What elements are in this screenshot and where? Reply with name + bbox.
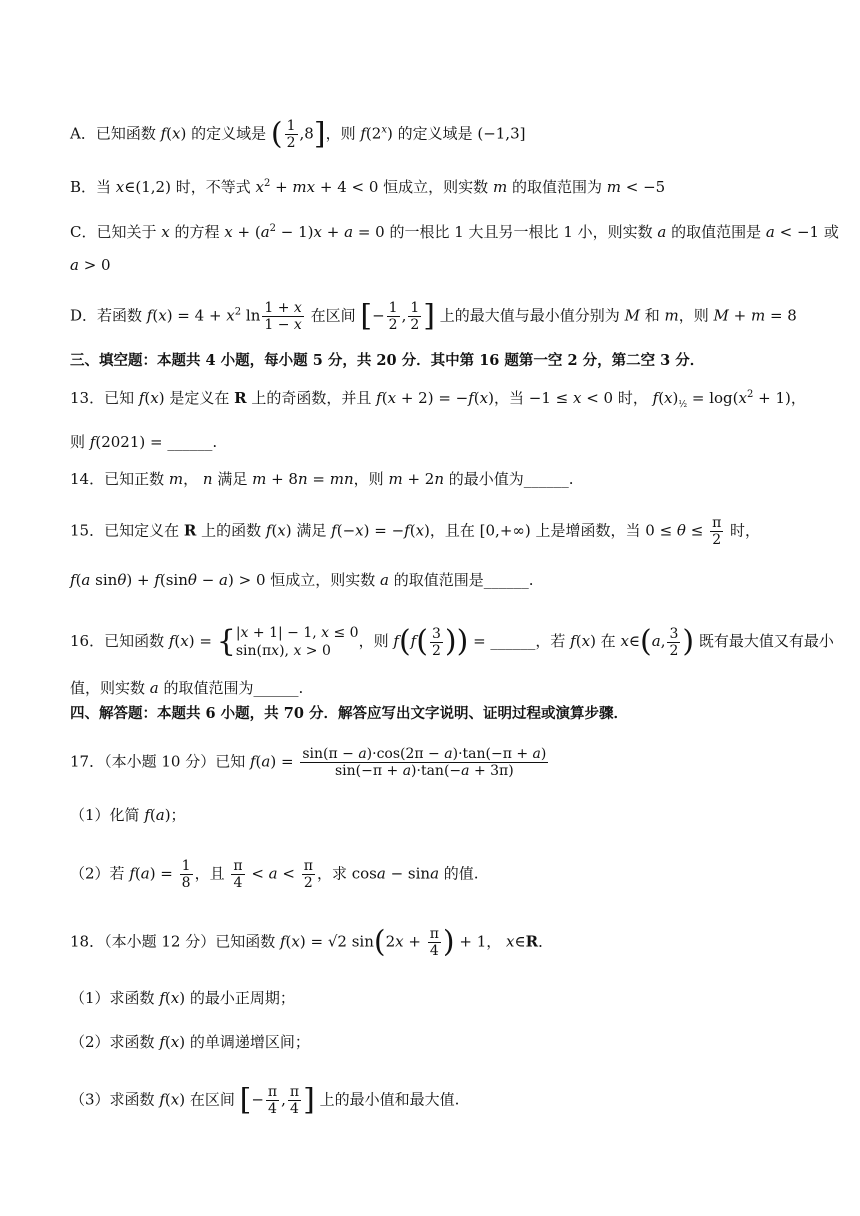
question-18-part1: （1）求函数 f(x) 的最小正周期；: [70, 989, 295, 1007]
option-a: A．已知函数 f(x) 的定义域是 ( $\frac{1}{2}$ ,8]，则 f(2$^x$) 的定义域是 (−1,3]: [70, 116, 526, 152]
option-c-line1: C．已知关于 x 的方程 $x + (a^2 - 1)x + a = 0$ 的一根比 1 大且另一根比 1 小，则实数 a 的取值范围是 a < −1 或: [70, 223, 839, 241]
question-13-line2: 则 f(2021) = ______.: [70, 433, 218, 451]
question-17-part2: （2）若 f(a) = $\frac{1}{8}$ ，且 $\frac{\pi}{4}$ < a < $\frac{\pi}{2}$ ，求 cosa − sina 的值.: [70, 858, 479, 891]
question-18-part2: （2）求函数 f(x) 的单调递增区间；: [70, 1033, 310, 1051]
question-18: 18．（本小题 12 分）已知函数 f(x) = √2 sin(2x + $\frac{\pi}{4}$ ) + 1， x∈R．: [70, 924, 554, 960]
question-15-line1: 15．已知定义在 R 上的函数 f(x) 满足 f(−x) = −f(x)，且在 [0,+∞) 上是增函数，当 0 ≤ θ ≤ $\frac{\pi}{2}$ 时，: [70, 515, 761, 548]
option-d: D．若函数 $f(x) = 4 + x^2$ ln $\frac{1 + x}{1 - x}$ 在区间 [− $\frac{1}{2}$ , $\frac{1}{2}$ ] 上的最大值与最小值分别为 M 和 m，则 M + m = 8: [70, 298, 797, 334]
question-16-line1: 16．已知函数 f(x) = { |x + 1| − 1, x ≤ 0 sin(πx), x > 0 ，则 f(f( $\frac{3}{2}$ )) = ______，若 f(x) 在 x∈(a, $\frac{3}{2}$ ) 既有最大值又有最小: [70, 624, 834, 659]
question-15-line2: f(a sinθ) + f(sinθ − a) > 0 恒成立，则实数 a 的取值范围是______.: [70, 571, 534, 589]
question-17: 17．（本小题 10 分）已知 f(a) = $\frac{\sin(\pi - a)\cdot\cos(2\pi - a)\cdot\tan(-\pi + a)}{\sin(-\pi + a)\cdot\tan(-a + 3\pi)}$: [70, 746, 547, 779]
option-b: B．当 x∈(1,2) 时，不等式 $x^2$ + mx + 4 < 0 恒成立，则实数 m 的取值范围为 m < −5: [70, 178, 666, 196]
section-3-heading: 三、填空题：本题共 4 小题，每小题 5 分，共 20 分．其中第 16 题第一空 2 分，第二空 3 分．: [70, 352, 705, 369]
question-17-part1: （1）化简 f(a)；: [70, 806, 186, 824]
question-18-part3: （3）求函数 f(x) 在区间 [− $\frac{\pi}{4}$ , $\frac{\pi}{4}$ ] 上的最小值和最大值.: [70, 1082, 460, 1118]
question-14: 14．已知正数 m， n 满足 m + 8n = mn，则 m + 2n 的最小值为______.: [70, 470, 574, 488]
section-4-heading: 四、解答题：本题共 6 小题，共 70 分．解答应写出文字说明、证明过程或演算步骤．: [70, 705, 628, 722]
option-c-line2: a > 0: [70, 256, 111, 274]
question-16-line2: 值，则实数 a 的取值范围为______.: [70, 679, 304, 697]
question-13-line1: 13．已知 f(x) 是定义在 R 上的奇函数，并且 f(x + 2) = −f(x)，当 −1 ≤ x < 0 时， $f(x)_{\frac{1}{2}} = \log(x^2 + 1)$，: [70, 389, 806, 410]
